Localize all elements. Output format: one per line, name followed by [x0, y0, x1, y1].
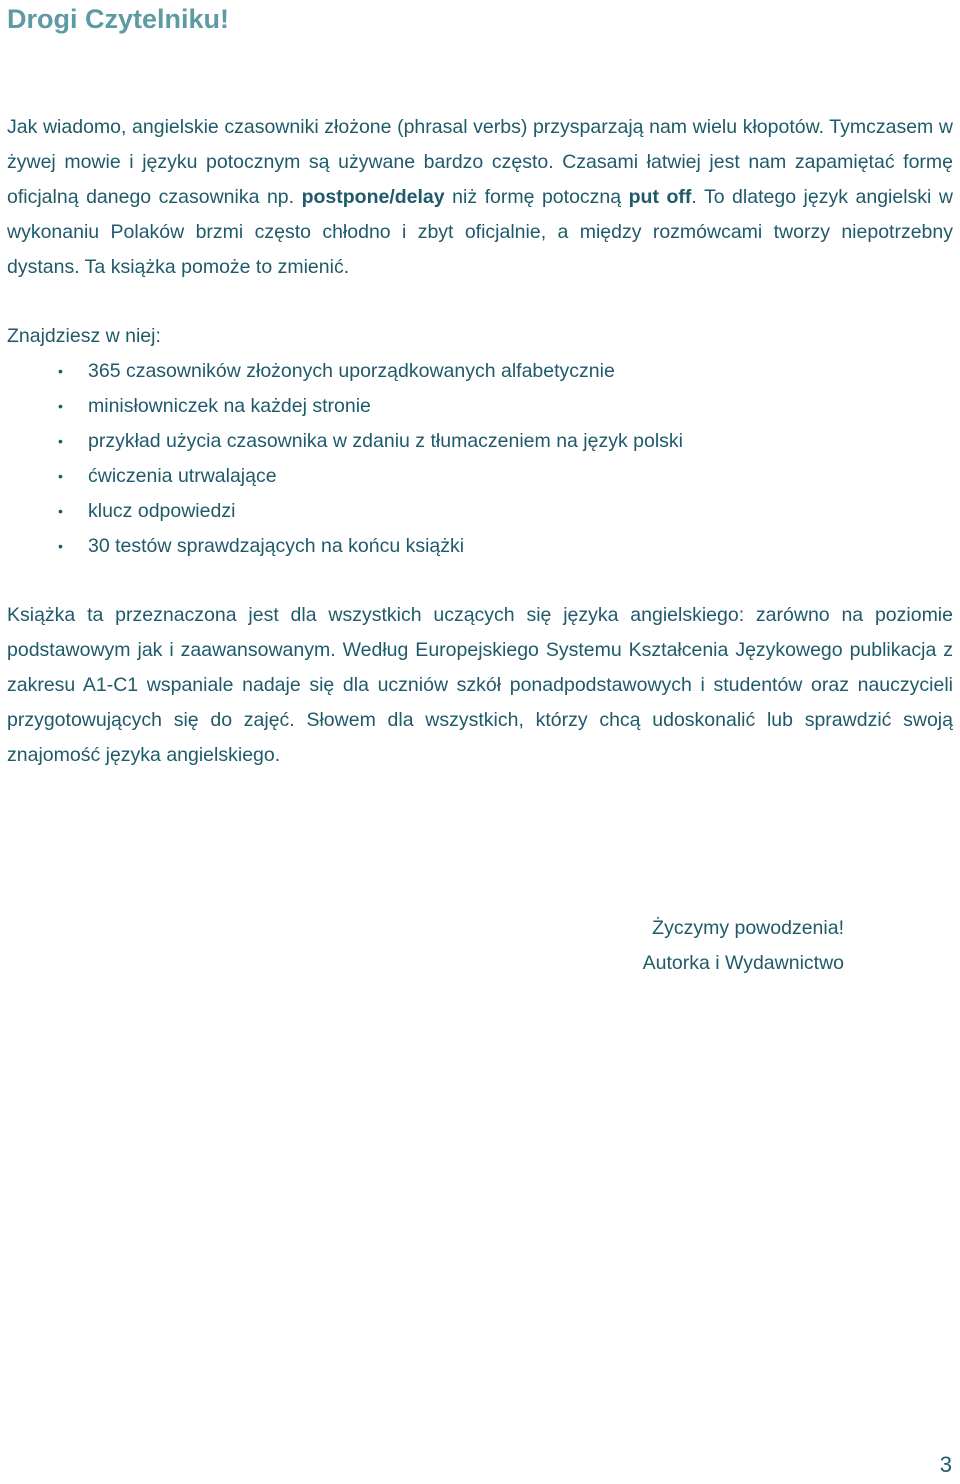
- closing-author: Autorka i Wydawnictwo: [642, 952, 844, 974]
- audience-paragraph: Książka ta przeznaczona jest dla wszystkich uczących się języka angielskiego: zarówno na poziomie podstawowym jak i zaawansowanym. Według Europejskiego Systemu Kształcenia Językowego publikacja z zakresu A1-C1 wspaniale nadaje się dla uczniów szkół ponadpodstawowych i studentów oraz nauczycieli przygotowujących się do zajęć. Słowem dla wszystkich, którzy chcą udoskonalić lub sprawdzić swoją znajomość języka angielskiego.: [7, 604, 953, 766]
- closing-signature: [630, 911, 844, 981]
- formal-verb-example: postpone/delay: [301, 186, 445, 208]
- intro-text-3: . To dlatego język angielski w wykonaniu Polaków brzmi często chłodno i zbyt oficjalnie, a między rozmówcami tworzy niepotrzebny dystans. Ta książka pomoże to zmienić.: [7, 186, 953, 278]
- bullet-icon: •: [58, 363, 63, 379]
- bullet-icon: •: [58, 398, 63, 414]
- bullet-icon: •: [58, 468, 63, 484]
- list-item: • klucz odpowiedzi: [58, 494, 683, 529]
- bullet-icon: •: [58, 433, 63, 449]
- list-intro: Znajdziesz w niej:: [7, 325, 161, 347]
- bullet-icon: •: [58, 538, 63, 554]
- list-item: • 365 czasowników złożonych uporządkowanych alfabetycznie: [58, 354, 683, 389]
- intro-text-2: niż formę potoczną: [444, 186, 629, 208]
- list-item: • ćwiczenia utrwalające: [58, 459, 683, 494]
- features-list: [58, 354, 683, 564]
- list-item: • minisłowniczek na każdej stronie: [58, 389, 683, 424]
- closing-wish: Życzymy powodzenia!: [652, 917, 844, 939]
- page-number: 3: [939, 1452, 952, 1477]
- list-item: • przykład użycia czasownika w zdaniu z tłumaczeniem na język polski: [58, 424, 683, 459]
- list-item: • 30 testów sprawdzających na końcu książki: [58, 529, 683, 564]
- intro-paragraph: [7, 110, 953, 285]
- intro-text-1: Jak wiadomo, angielskie czasowniki złożone (phrasal verbs) przysparzają nam wielu kłopotów. Tymczasem w żywej mowie i języku potocznym są używane bardzo często. Czasami łatwiej jest nam zapamiętać formę oficjalną danego czasownika np.: [7, 116, 953, 208]
- informal-verb-example: put off: [628, 186, 692, 208]
- bullet-icon: •: [58, 503, 63, 519]
- page-title: Drogi Czytelniku!: [7, 4, 230, 34]
